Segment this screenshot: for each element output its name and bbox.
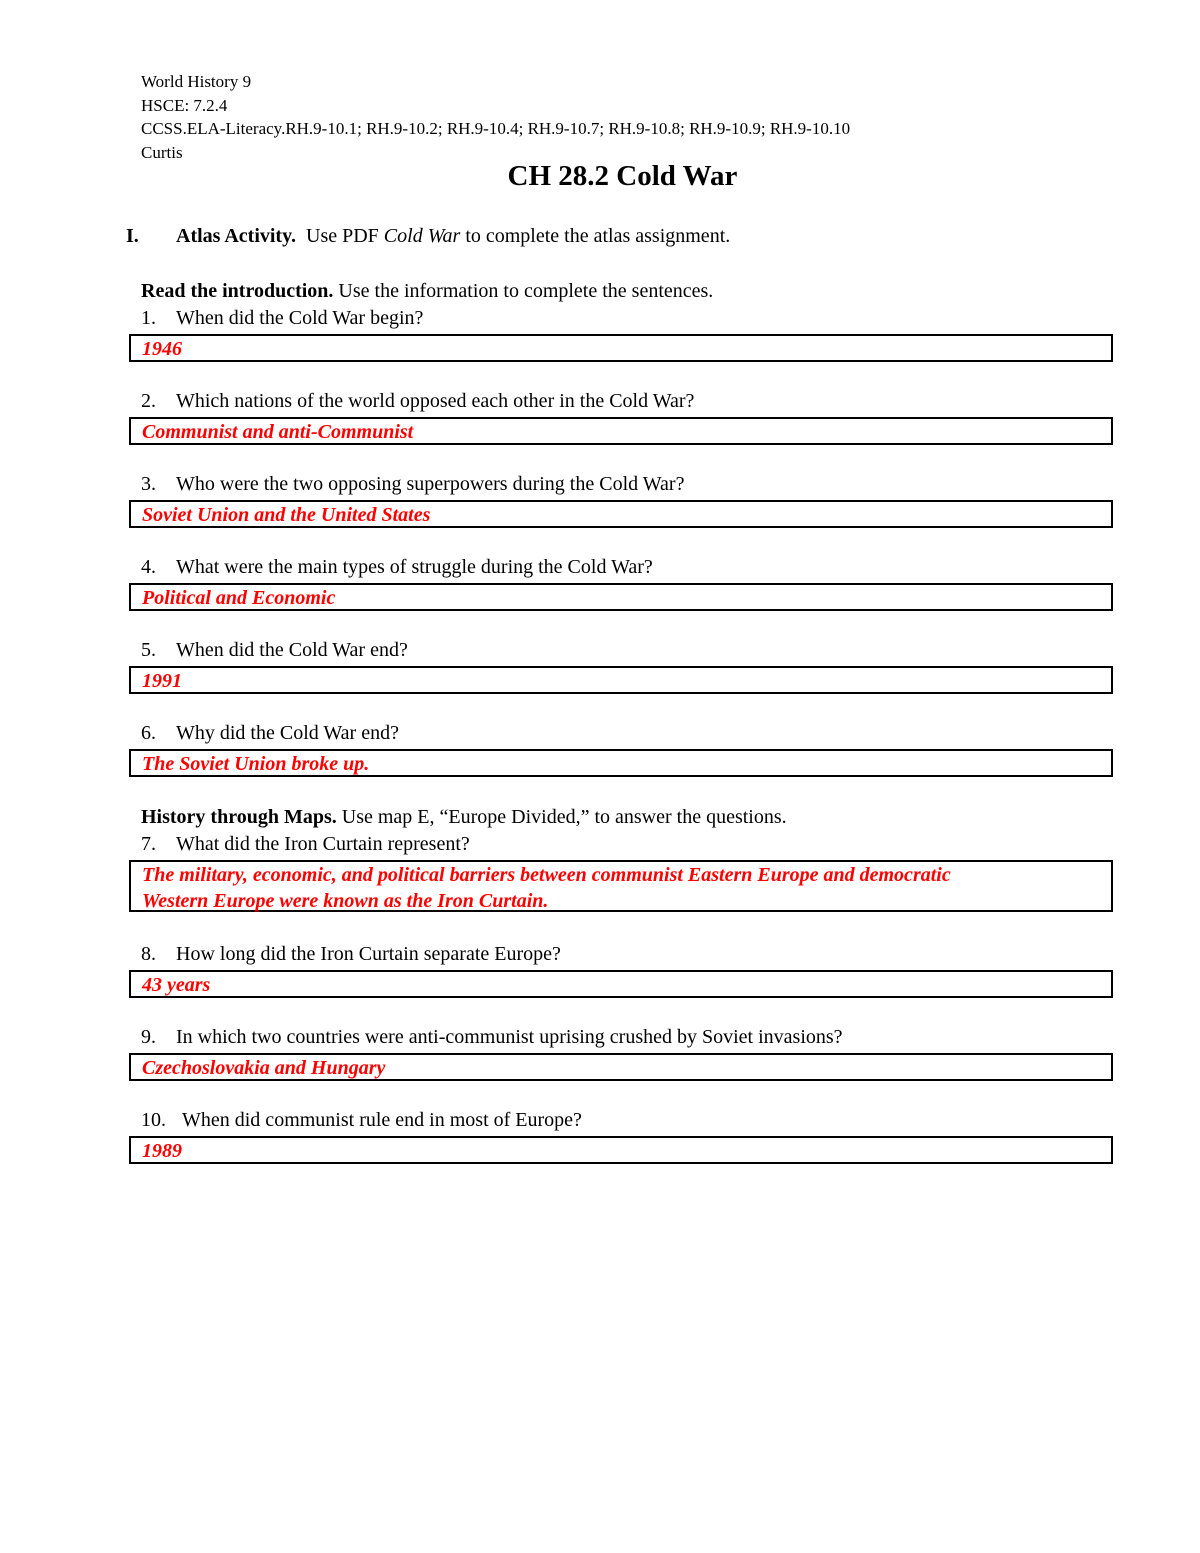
subhead-introduction [141,280,713,303]
question-number: 1. [141,307,156,329]
question-number: 7. [141,833,156,855]
question-number: 4. [141,556,156,578]
question-text: How long did the Iron Curtain separate Europe? [176,943,561,965]
answer-box-6[interactable]: The Soviet Union broke up. [129,749,1113,777]
question-6 [141,722,399,745]
question-1 [141,307,423,330]
answer-box-1[interactable]: 1946 [129,334,1113,362]
answer-box-2[interactable]: Communist and anti-Communist [129,417,1113,445]
question-3 [141,473,684,496]
question-4 [141,556,653,579]
answer-box-8[interactable]: 43 years [129,970,1113,998]
question-number: 9. [141,1026,156,1048]
question-9 [141,1026,843,1049]
hsce-standard: HSCE: 7.2.4 [141,95,228,115]
answer-box-4[interactable]: Political and Economic [129,583,1113,611]
subhead-maps-text: Use map E, “Europe Divided,” to answer the questions. [336,806,787,828]
question-number: 2. [141,390,156,412]
teacher-name: Curtis [141,142,183,162]
question-5 [141,639,408,662]
answer-box-9[interactable]: Czechoslovakia and Hungary [129,1053,1113,1081]
question-number: 5. [141,639,156,661]
question-text: Who were the two opposing superpowers during the Cold War? [176,473,685,495]
page-title: CH 28.2 Cold War [507,160,738,192]
question-2 [141,390,694,413]
subhead-introduction-bold: Read the introduction. [141,280,334,302]
question-text: What did the Iron Curtain represent? [176,833,470,855]
question-text: When did communist rule end in most of Europe? [182,1109,582,1131]
section-label: Atlas Activity. [176,225,296,247]
answer-box-3[interactable]: Soviet Union and the United States [129,500,1113,528]
header-block [141,70,850,164]
question-number: 8. [141,943,156,965]
section-pdf-name: Cold War [383,225,461,247]
question-text: When did the Cold War begin? [176,307,424,329]
answer-box-5[interactable]: 1991 [129,666,1113,694]
question-number: 6. [141,722,156,744]
question-10 [141,1109,582,1132]
question-number: 3. [141,473,156,495]
subhead-maps [141,806,787,829]
section-text-after: to complete the atlas assignment. [460,225,731,247]
subhead-introduction-text: Use the information to complete the sentences. [333,280,714,302]
answer-7-line-2: Western Europe were known as the Iron Curtain. [142,890,549,912]
question-7 [141,833,470,856]
question-text: What were the main types of struggle during the Cold War? [176,556,653,578]
section-text-before: Use PDF [296,225,384,247]
answer-box-7[interactable] [129,860,1113,912]
course-name: World History 9 [141,72,252,91]
question-text: In which two countries were anti-communist uprising crushed by Soviet invasions? [176,1026,843,1048]
question-text: When did the Cold War end? [176,639,408,661]
question-8 [141,943,561,966]
question-number: 10. [141,1109,166,1131]
answer-7-line-1: The military, economic, and political barriers between communist Eastern Europe and democratic [142,864,951,886]
section-numeral: I. [126,225,139,247]
ccss-standards: CCSS.ELA-Literacy.RH.9-10.1; RH.9-10.2; RH.9-10.4; RH.9-10.7; RH.9-10.8; RH.9-10.9; RH.9-10.10 [141,119,851,138]
answer-box-10[interactable]: 1989 [129,1136,1113,1164]
question-text: Why did the Cold War end? [176,722,399,744]
question-text: Which nations of the world opposed each other in the Cold War? [176,390,695,412]
section-heading [126,225,730,248]
subhead-maps-bold: History through Maps. [141,806,337,828]
